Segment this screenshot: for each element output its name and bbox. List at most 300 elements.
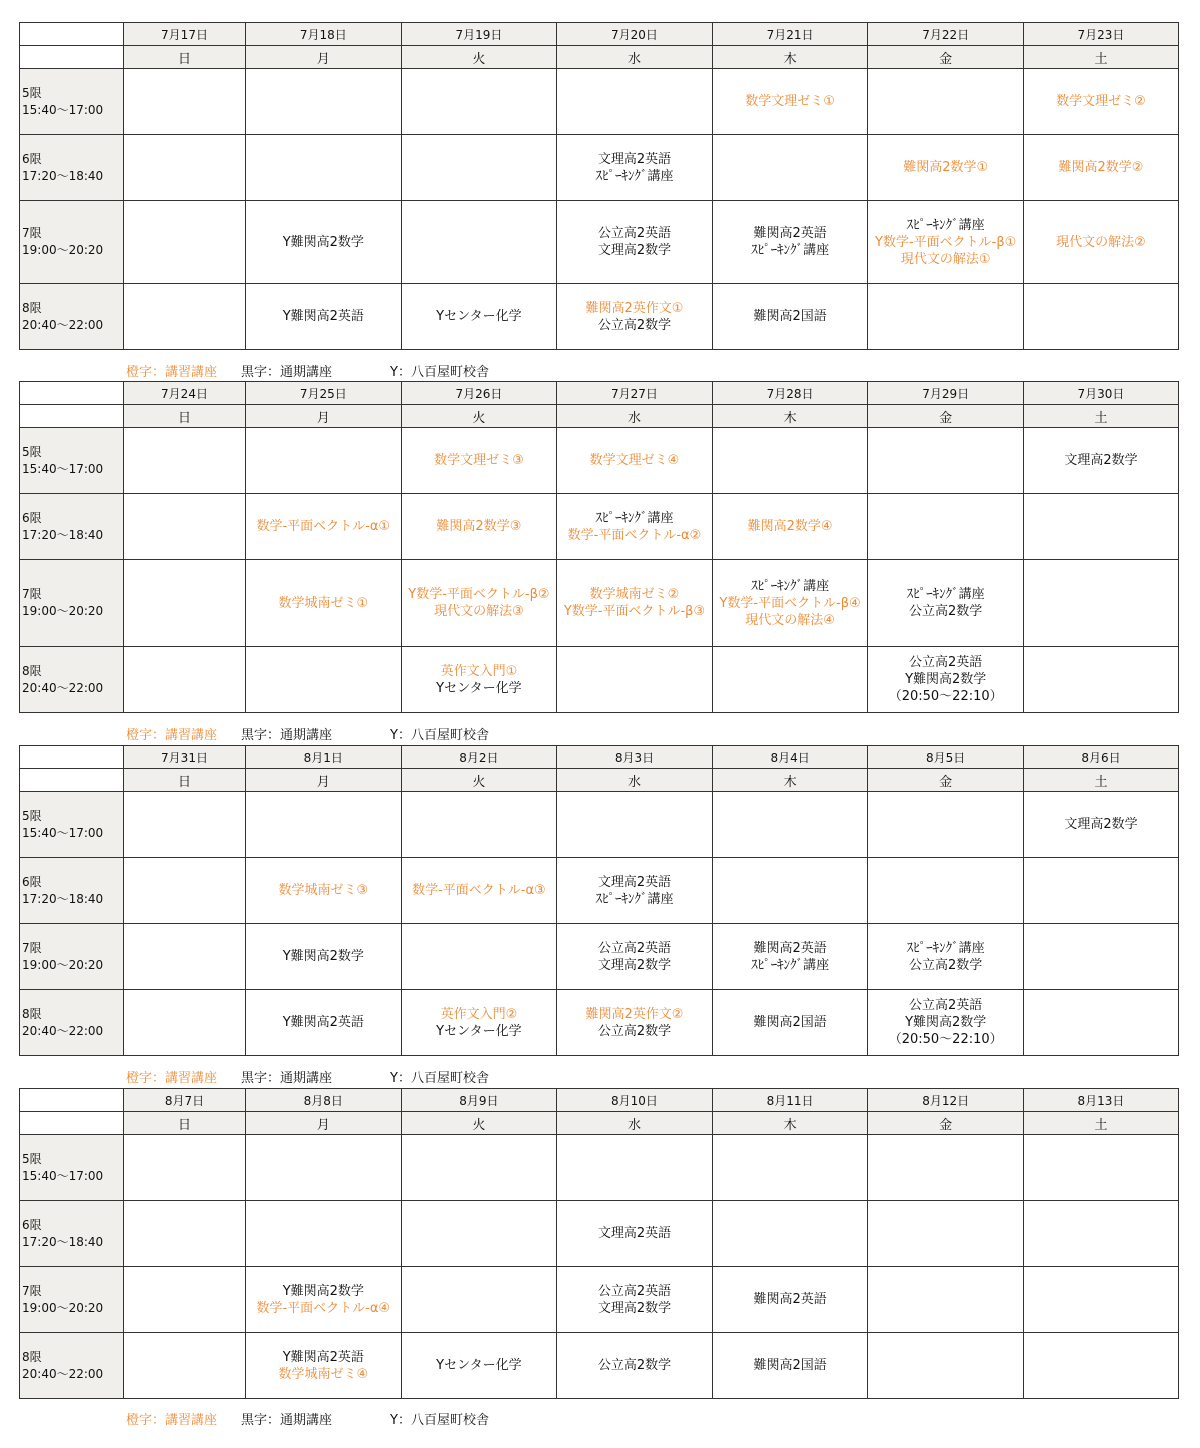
weekday-header: 土 (1023, 405, 1178, 428)
schedule-cell (246, 494, 402, 560)
seasonal-course-entry: 難関高2英作文① (585, 300, 684, 316)
seasonal-course-entry: 現代文の解法④ (745, 612, 835, 628)
schedule-cell (1023, 924, 1178, 990)
date-header: 7月22日 (868, 23, 1024, 46)
schedule-cell (557, 135, 713, 201)
date-header: 7月26日 (401, 382, 557, 405)
schedule-table-week-4 (19, 1088, 1179, 1399)
schedule-cell (401, 201, 557, 284)
period-label (20, 858, 124, 924)
schedule-cell (124, 1201, 246, 1267)
schedule-cell (557, 1333, 713, 1399)
period-time: 19:00〜20:20 (22, 604, 104, 618)
schedule-cell (557, 284, 713, 350)
schedule-cell (712, 201, 868, 284)
seasonal-course-entry: 難関高2数学② (1058, 160, 1144, 175)
period-label (20, 924, 124, 990)
period-row (20, 792, 1179, 858)
date-header: 7月19日 (401, 23, 557, 46)
schedule-table-week-3 (19, 745, 1179, 1056)
schedule-cell (557, 647, 713, 713)
regular-course-entry: 文理高2英語 (597, 151, 672, 167)
period-row (20, 428, 1179, 494)
schedule-cell (124, 201, 246, 284)
period-label (20, 428, 124, 494)
weekday-header: 日 (124, 1112, 246, 1135)
weekday-header-row (20, 1112, 1179, 1135)
period-time: 15:40〜17:00 (22, 461, 104, 476)
schedule-cell (557, 1201, 713, 1267)
seasonal-course-entry: 現代文の解法① (900, 251, 991, 267)
period-row (20, 69, 1179, 135)
weekday-header: 水 (557, 405, 713, 428)
weekday-header: 水 (557, 46, 713, 69)
schedule-cell (1023, 69, 1178, 135)
regular-course-entry: Y難関高2英語 (282, 309, 364, 324)
period-time: 17:20〜18:40 (22, 168, 104, 183)
schedule-cell (401, 924, 557, 990)
schedule-cell (557, 1135, 713, 1201)
schedule-cell (1023, 135, 1178, 201)
schedule-cell (712, 792, 868, 858)
date-header: 8月4日 (712, 746, 868, 769)
schedule-cell (246, 1267, 402, 1333)
date-header: 7月28日 (712, 382, 868, 405)
date-header: 8月7日 (124, 1089, 246, 1112)
seasonal-course-entry: 数学文理ゼミ④ (589, 453, 680, 468)
schedule-cell (557, 858, 713, 924)
regular-course-entry: ｽﾋﾟｰｷﾝｸﾞ講座 (751, 243, 830, 258)
regular-course-entry: 公立高2数学 (597, 317, 672, 333)
weekday-header-row (20, 405, 1179, 428)
period-time: 20:40〜22:00 (22, 317, 104, 332)
legend-campus: Y：八百屋町校舎 (390, 1413, 489, 1428)
regular-course-entry: 難関高2国語 (753, 1358, 827, 1373)
schedule-cell (124, 858, 246, 924)
regular-course-entry: ｽﾋﾟｰｷﾝｸﾞ講座 (906, 587, 985, 602)
schedule-cell (401, 990, 557, 1056)
schedule-cell (712, 428, 868, 494)
period-name: 8限 (22, 663, 42, 678)
date-header: 7月29日 (868, 382, 1024, 405)
schedule-cell (401, 1201, 557, 1267)
schedule-cell (1023, 792, 1178, 858)
schedule-cell (124, 135, 246, 201)
regular-course-entry: （20:50〜22:10） (888, 1032, 1003, 1047)
schedule-cell (401, 560, 557, 647)
schedule-cell (712, 858, 868, 924)
corner-cell (20, 769, 124, 792)
regular-course-entry: 文理高2数学 (597, 957, 672, 973)
schedule-cell (712, 69, 868, 135)
weekday-header: 金 (868, 1112, 1024, 1135)
weekday-header: 木 (712, 46, 868, 69)
legend-orange: 橙字：講習講座 (126, 728, 218, 743)
weekday-header: 木 (712, 405, 868, 428)
schedule-cell (712, 990, 868, 1056)
regular-course-entry: （20:50〜22:10） (888, 689, 1003, 704)
period-label (20, 201, 124, 284)
seasonal-course-entry: 英作文入門② (440, 1006, 518, 1022)
period-row (20, 201, 1179, 284)
schedule-cell (124, 1135, 246, 1201)
schedule-cell (124, 69, 246, 135)
schedule-cell (557, 69, 713, 135)
schedule-cell (868, 1333, 1024, 1399)
schedule-cell (712, 1201, 868, 1267)
regular-course-entry: 難関高2英語 (753, 226, 827, 241)
schedule-cell (868, 201, 1024, 284)
date-header: 7月25日 (246, 382, 402, 405)
schedule-cell (401, 135, 557, 201)
regular-course-entry: 難関高2英語 (753, 1292, 827, 1307)
weekday-header: 火 (401, 405, 557, 428)
regular-course-entry: Yセンター化学 (436, 680, 522, 696)
regular-course-entry: ｽﾋﾟｰｷﾝｸﾞ講座 (751, 957, 830, 973)
schedule-cell (557, 924, 713, 990)
period-name: 7限 (22, 940, 42, 955)
date-header: 8月8日 (246, 1089, 402, 1112)
regular-course-entry: Yセンター化学 (436, 309, 522, 324)
schedule-cell (557, 1267, 713, 1333)
schedule-cell (124, 792, 246, 858)
date-header: 8月12日 (868, 1089, 1024, 1112)
schedule-cell (246, 201, 402, 284)
regular-course-entry: 文理高2数学 (1064, 453, 1138, 468)
period-row (20, 858, 1179, 924)
regular-course-entry: Y難関高2数学 (905, 1015, 987, 1030)
date-header-row (20, 746, 1179, 769)
seasonal-course-entry: 数学-平面ベクトル-α④ (256, 1300, 391, 1316)
regular-course-entry: ｽﾋﾟｰｷﾝｸﾞ講座 (751, 578, 830, 594)
weekday-header: 土 (1023, 46, 1178, 69)
schedule-cell (1023, 1267, 1178, 1333)
seasonal-course-entry: Y数学-平面ベクトル-β② (408, 587, 550, 602)
regular-course-entry: 文理高2英語 (597, 874, 672, 890)
regular-course-entry: Y難関高2英語 (282, 1349, 364, 1365)
period-name: 6限 (22, 1217, 42, 1232)
period-row (20, 1267, 1179, 1333)
corner-cell (20, 46, 124, 69)
seasonal-course-entry: 数学城南ゼミ① (278, 595, 369, 611)
schedule-cell (868, 858, 1024, 924)
date-header: 7月18日 (246, 23, 402, 46)
schedule-table-week-1 (19, 22, 1179, 350)
schedule-cell (124, 924, 246, 990)
schedule-cell (868, 284, 1024, 350)
date-header: 8月1日 (246, 746, 402, 769)
corner-cell (20, 405, 124, 428)
schedule-cell (868, 69, 1024, 135)
weekday-header: 金 (868, 769, 1024, 792)
schedule-cell (1023, 1135, 1178, 1201)
date-header: 7月30日 (1023, 382, 1178, 405)
schedule-cell (246, 1333, 402, 1399)
legend-campus: Y：八百屋町校舎 (390, 1071, 489, 1086)
regular-course-entry: 文理高2英語 (597, 1226, 672, 1241)
date-header: 7月23日 (1023, 23, 1178, 46)
regular-course-entry: 公立高2数学 (909, 604, 983, 619)
schedule-cell (246, 135, 402, 201)
schedule-cell (246, 792, 402, 858)
period-row (20, 647, 1179, 713)
date-header-row (20, 23, 1179, 46)
schedule-cell (868, 1201, 1024, 1267)
period-name: 5限 (22, 444, 42, 459)
seasonal-course-entry: 数学-平面ベクトル-α② (567, 527, 702, 543)
schedule-cell (124, 428, 246, 494)
period-label (20, 69, 124, 135)
schedule-cell (1023, 201, 1178, 284)
schedule-cell (401, 1333, 557, 1399)
schedule-cell (712, 1333, 868, 1399)
schedule-cell (124, 494, 246, 560)
regular-course-entry: Y難関高2数学 (905, 672, 987, 687)
period-label (20, 1135, 124, 1201)
period-label (20, 1201, 124, 1267)
schedule-cell (401, 69, 557, 135)
weekday-header: 月 (246, 1112, 402, 1135)
schedule-cell (712, 1135, 868, 1201)
legend (126, 1409, 489, 1428)
schedule-cell (868, 560, 1024, 647)
date-header: 8月6日 (1023, 746, 1178, 769)
schedule-cell (246, 1201, 402, 1267)
schedule-table-week-2 (19, 381, 1179, 713)
schedule-cell (1023, 494, 1178, 560)
corner-cell (20, 1112, 124, 1135)
period-name: 8限 (22, 1349, 42, 1364)
period-row (20, 1135, 1179, 1201)
period-time: 20:40〜22:00 (22, 680, 104, 695)
schedule-cell (401, 284, 557, 350)
weekday-header: 水 (557, 1112, 713, 1135)
weekday-header: 日 (124, 46, 246, 69)
schedule-cell (712, 284, 868, 350)
period-row (20, 990, 1179, 1056)
period-label (20, 560, 124, 647)
period-time: 19:00〜20:20 (22, 1300, 104, 1315)
period-row (20, 135, 1179, 201)
period-time: 15:40〜17:00 (22, 825, 104, 840)
date-header: 8月13日 (1023, 1089, 1178, 1112)
seasonal-course-entry: 数学城南ゼミ③ (278, 883, 369, 898)
regular-course-entry: 公立高2数学 (597, 1358, 672, 1373)
schedule-cell (868, 1267, 1024, 1333)
legend-orange: 橙字：講習講座 (126, 1071, 218, 1086)
schedule-cell (246, 428, 402, 494)
schedule-cell (557, 990, 713, 1056)
date-header: 7月21日 (712, 23, 868, 46)
schedule-cell (557, 428, 713, 494)
regular-course-entry: ｽﾋﾟｰｷﾝｸﾞ講座 (906, 217, 985, 233)
seasonal-course-entry: 英作文入門① (440, 663, 518, 679)
period-label (20, 135, 124, 201)
schedule-cell (1023, 647, 1178, 713)
schedule-cell (868, 135, 1024, 201)
schedule-cell (1023, 1333, 1178, 1399)
period-label (20, 792, 124, 858)
schedule-cell (124, 284, 246, 350)
regular-course-entry: Y難関高2数学 (282, 234, 364, 250)
legend (126, 1067, 489, 1086)
schedule-cell (246, 284, 402, 350)
weekday-header: 火 (401, 1112, 557, 1135)
regular-course-entry: 公立高2英語 (597, 940, 672, 956)
schedule-cell (401, 647, 557, 713)
schedule-cell (124, 647, 246, 713)
period-name: 6限 (22, 151, 42, 166)
period-time: 17:20〜18:40 (22, 891, 104, 906)
period-row (20, 560, 1179, 647)
weekday-header: 日 (124, 405, 246, 428)
regular-course-entry: 公立高2数学 (597, 1023, 672, 1039)
period-time: 15:40〜17:00 (22, 102, 104, 117)
period-row (20, 1201, 1179, 1267)
schedule-cell (246, 647, 402, 713)
schedule-cell (1023, 990, 1178, 1056)
period-label (20, 1267, 124, 1333)
schedule-cell (557, 560, 713, 647)
regular-course-entry: 難関高2英語 (753, 940, 827, 956)
schedule-cell (1023, 560, 1178, 647)
date-header: 7月24日 (124, 382, 246, 405)
seasonal-course-entry: 数学文理ゼミ① (745, 94, 835, 109)
weekday-header: 月 (246, 46, 402, 69)
seasonal-course-entry: 数学-平面ベクトル-α① (256, 519, 391, 534)
schedule-cell (246, 560, 402, 647)
schedule-cell (246, 990, 402, 1056)
regular-course-entry: ｽﾋﾟｰｷﾝｸﾞ講座 (595, 891, 674, 907)
date-header-row (20, 382, 1179, 405)
corner-cell (20, 746, 124, 769)
seasonal-course-entry: 難関高2数学③ (436, 519, 522, 534)
weekday-header: 土 (1023, 769, 1178, 792)
schedule-cell (401, 858, 557, 924)
schedule-cell (868, 1135, 1024, 1201)
period-row (20, 1333, 1179, 1399)
date-header: 7月27日 (557, 382, 713, 405)
period-label (20, 647, 124, 713)
seasonal-course-entry: 数学文理ゼミ② (1056, 94, 1146, 109)
regular-course-entry: 公立高2英語 (597, 226, 672, 241)
schedule-cell (712, 560, 868, 647)
period-label (20, 1333, 124, 1399)
corner-cell (20, 1089, 124, 1112)
weekday-header: 金 (868, 405, 1024, 428)
regular-course-entry: 公立高2英語 (597, 1283, 672, 1299)
legend (126, 361, 489, 380)
legend-black: 黒字：通期講座 (241, 1071, 333, 1086)
period-row (20, 494, 1179, 560)
period-time: 19:00〜20:20 (22, 243, 104, 257)
weekday-header: 日 (124, 769, 246, 792)
date-header: 8月11日 (712, 1089, 868, 1112)
seasonal-course-entry: 数学文理ゼミ③ (434, 453, 524, 468)
period-name: 7限 (22, 1283, 42, 1298)
weekday-header: 土 (1023, 1112, 1178, 1135)
regular-course-entry: 公立高2数学 (909, 957, 983, 973)
schedule-cell (868, 647, 1024, 713)
period-name: 5限 (22, 85, 42, 100)
schedule-cell (712, 494, 868, 560)
date-header: 7月17日 (124, 23, 246, 46)
legend-black: 黒字：通期講座 (241, 728, 333, 743)
period-time: 20:40〜22:00 (22, 1023, 104, 1038)
date-header: 8月3日 (557, 746, 713, 769)
period-label (20, 284, 124, 350)
regular-course-entry: ｽﾋﾟｰｷﾝｸﾞ講座 (595, 510, 674, 526)
regular-course-entry: 難関高2国語 (753, 309, 827, 324)
schedule-cell (868, 494, 1024, 560)
regular-course-entry: 公立高2英語 (909, 655, 983, 670)
seasonal-course-entry: Y数学-平面ベクトル-β④ (719, 595, 861, 611)
weekday-header: 火 (401, 769, 557, 792)
period-name: 5限 (22, 1151, 42, 1166)
schedule-cell (712, 924, 868, 990)
legend-black: 黒字：通期講座 (241, 365, 333, 380)
schedule-cell (1023, 284, 1178, 350)
period-time: 17:20〜18:40 (22, 527, 104, 542)
weekday-header: 金 (868, 46, 1024, 69)
weekday-header: 月 (246, 769, 402, 792)
schedule-cell (712, 135, 868, 201)
schedule-cell (401, 1267, 557, 1333)
regular-course-entry: Y難関高2数学 (282, 949, 364, 964)
weekday-header: 木 (712, 1112, 868, 1135)
schedule-cell (868, 990, 1024, 1056)
seasonal-course-entry: 難関高2英作文② (585, 1006, 684, 1022)
regular-course-entry: 文理高2数学 (597, 1300, 672, 1316)
legend-campus: Y：八百屋町校舎 (390, 728, 489, 743)
date-header: 8月9日 (401, 1089, 557, 1112)
seasonal-course-entry: 難関高2数学① (903, 160, 989, 175)
schedule-cell (712, 647, 868, 713)
corner-cell (20, 23, 124, 46)
date-header: 8月2日 (401, 746, 557, 769)
schedule-cell (124, 1267, 246, 1333)
seasonal-course-entry: 現代文の解法② (1056, 234, 1146, 250)
period-name: 8限 (22, 300, 42, 315)
seasonal-course-entry: 現代文の解法③ (434, 604, 524, 619)
period-name: 5限 (22, 808, 42, 823)
schedule-cell (401, 1135, 557, 1201)
schedule-cell (557, 494, 713, 560)
seasonal-course-entry: 数学城南ゼミ② (589, 587, 680, 602)
period-time: 19:00〜20:20 (22, 957, 104, 972)
schedule-cell (868, 792, 1024, 858)
corner-cell (20, 382, 124, 405)
schedule-cell (868, 428, 1024, 494)
date-header: 8月10日 (557, 1089, 713, 1112)
schedule-cell (1023, 858, 1178, 924)
regular-course-entry: ｽﾋﾟｰｷﾝｸﾞ講座 (906, 940, 985, 956)
schedule-cell (712, 1267, 868, 1333)
weekday-header: 火 (401, 46, 557, 69)
period-name: 8限 (22, 1006, 42, 1021)
seasonal-course-entry: 数学城南ゼミ④ (278, 1366, 369, 1382)
schedule-cell (557, 201, 713, 284)
date-header: 7月20日 (557, 23, 713, 46)
schedule-cell (124, 1333, 246, 1399)
weekday-header-row (20, 46, 1179, 69)
schedule-cell (246, 69, 402, 135)
schedule-cell (1023, 1201, 1178, 1267)
period-name: 7限 (22, 587, 42, 601)
date-header-row (20, 1089, 1179, 1112)
seasonal-course-entry: Y数学-平面ベクトル-β③ (563, 604, 706, 619)
weekday-header-row (20, 769, 1179, 792)
